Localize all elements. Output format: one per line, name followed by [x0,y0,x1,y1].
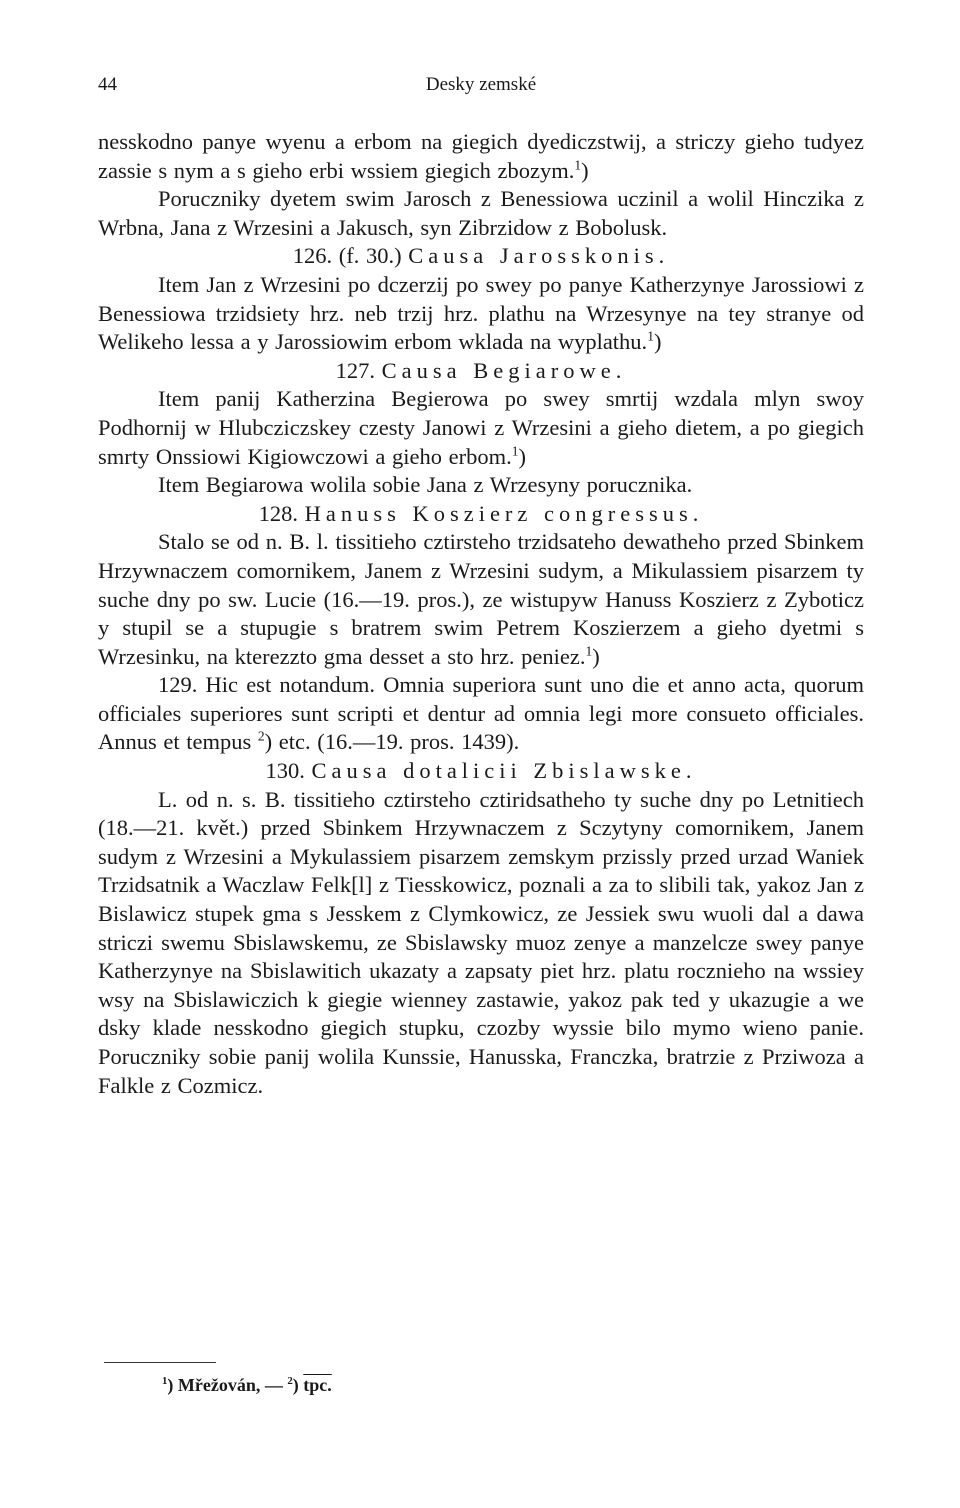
running-head [98,68,864,102]
paragraph: nesskodno panye wyenu a erbom na giegich dyediczstwij, a striczy gieho tudyez zassie s nym a s gieho erbi wssiem giegich zbozym.$^1$) [98,129,864,183]
section-heading-128 [98,500,864,529]
footnote-mark: 2 [287,1375,293,1387]
paragraph-text: etc. (16.—19. pros. 1439). [272,729,520,755]
paragraph-129: 129. Hic est notandum. Omnia superiora sunt uno die et anno acta, quorum officiales superiores sunt scripti et dentur ad omnia legi more consueto officiales. Annus et tempus $^2$) etc. (16.—19. pros. 1439). [98,672,864,755]
section-number: 127. [335,357,376,383]
paragraph [98,786,864,1101]
paragraph: Item Jan z Wrzesini po dczerzij po swey po panye Katherzynye Jarossiowi z Benessiowa trzidsiety hrz. neb trzij hrz. plathu na Wrzesynye na tey stranye od Welikeho lessa a y Jarossiowim erbom wklada na wyplathu.$^1$) [98,271,864,355]
footnotes [162,1372,332,1398]
paragraph-text: Item panij Katherzina Begierowa po swey smrtij wzdala mlyn swoy Podhornij w Hlubcziczskey czesty Janowi z Wrzesini a gieho dietem, a po giegich smrty Onssiowi Kigiowczowi a gieho erbom. [98,386,864,469]
section-number: 126. (f. 30.) [292,243,402,269]
paragraph [98,185,864,242]
footnote-ref: 1 [511,443,519,459]
paragraph [98,471,864,500]
section-title: Causa Jarosskonis. [408,243,670,269]
footnote-mark: 1 [162,1375,168,1387]
paragraph: Item panij Katherzina Begierowa po swey smrtij wzdala mlyn swoy Podhornij w Hlubcziczskey czesty Janowi z Wrzesini a gieho dietem, a po giegich smrty Onssiowi Kigiowczowi a gieho erbom.$^1$) [98,386,864,469]
main-text [98,128,864,1100]
paragraph-text: L. od n. s. B. tissitieho cztirsteho cztiridsatheho ty suche dny po Letnitiech (18.—21. květ.) przed Sbinkem Hrzywnaczem z Sczytyny comornikem, Janem sudym z Wrzesini a Mykulassiem pisarzem zemskym przissly przed urzad Waniek Trzidsatnik a Waczlaw Felk[l] z Tiesskowicz, poznali a za to slibili tak, yakoz Jan z Bislawicz stupek gma s Jesskem z Clymkowicz, ze Jessiek swu wuoli dal a dawa striczi swemu Sbislawskemu, ze Sbislawsky muoz zenye a manzelcze swey panye Katherzynye na Sbislawitich ukazaty a zapsaty piet hrz. platu rocznieho na wssiey wsy na Sbislawiczich k giegie wienney zastawie, yakoz pak ted y ukazugie a we dsky klade nesskodno giegich stupku, czozby wyssie bilo mymo wieno panie. Porucznikу sobie panij wolila Kunssie, Hanusska, Franczka, bratrzie z Prziwoza a Falkle z Cozmicz. [98,786,864,1098]
footnote-ref: 1 [585,643,593,659]
paragraph: Stalo se od n. B. l. tissitieho cztirsteho trzidsateho dewatheho przed Sbinkem Hrzywnaczem comornikem, Janem z Wrzesini sudym, a Mikulassiem pisarzem ty suche dny po sw. Lucie (16.—19. pros.), ze wistupyw Hanuss Koszierz z Zyboticz y stupil se a stupugie s bratrem swim Petrem Koszierzem a gieho dyetmi s Wrzesinku, na kterezzto gma desset a sto hrz. peniez.$^1$) [98,529,864,669]
footnote-abbreviation: tpc. [303,1375,332,1395]
section-title: Causa Begiarowe. [381,357,627,383]
footnote-text: ) Mřežován, — [167,1375,288,1395]
section-heading-130 [98,757,864,786]
paragraph-text: Stalo se od n. B. l. tissitieho cztirsteho trzidsateho dewatheho przed Sbinkem Hrzywnaczem comornikem, Janem z Wrzesini sudym, a Mikulassiem pisarzem ty suche dny po sw. Lucie (16.—19. pros.), ze wistupyw Hanuss Koszierz z Zyboticz y stupil se a stupugie s bratrem swim Petrem Koszierzem a gieho dyetmi s Wrzesinku, na kterezzto gma desset a sto hrz. peniez. [98,529,864,669]
footnote-ref: 2 [257,728,265,744]
running-title: Desky zemské [425,74,537,95]
paragraph-text: nesskodno panye wyenu a erbom na giegich dyediczstwij, a striczy gieho tudyez zassie s nym a s gieho erbi wssiem giegich zbozym. [98,129,864,183]
paragraph-text: Item Begiarowa wolila sobie Jana z Wrzesyny porucznika. [158,472,693,498]
paragraph-text: Porucznikу dyetem swim Jarosch z Benessiowa uczinil a wolil Hinczika z Wrbna, Jana z Wrzesini a Jakusch, syn Zibrzidow z Bobolusk. [98,186,864,240]
section-heading-127 [98,357,864,386]
paragraph-text: 129. Hic est notandum. Omnia superiora sunt uno die et anno acta, quorum officiales superiores sunt scripti et dentur ad omnia legi more consueto officiales. Annus et tempus [98,672,864,755]
page-number: 44 [98,74,117,95]
footnote-text: ) [292,1375,304,1395]
footnote-rule [104,1362,216,1363]
section-heading-126 [98,242,864,271]
section-title: Causa dotalicii Zbislawske. [311,758,697,784]
paragraph-text: Item Jan z Wrzesini po dczerzij po swey po panye Katherzynye Jarossiowi z Benessiowa trzidsiety hrz. neb trzij hrz. plathu na Wrzesynye na tey stranye od Welikeho lessa a y Jarossiowim erbom wklada na wyplathu. [98,271,864,355]
footnote-ref: 1 [647,328,654,344]
section-number: 130. [265,758,305,784]
section-title: Hanuss Koszierz congressus. [304,500,704,526]
section-number: 128. [258,500,298,526]
footnote-ref: 1 [574,157,582,173]
